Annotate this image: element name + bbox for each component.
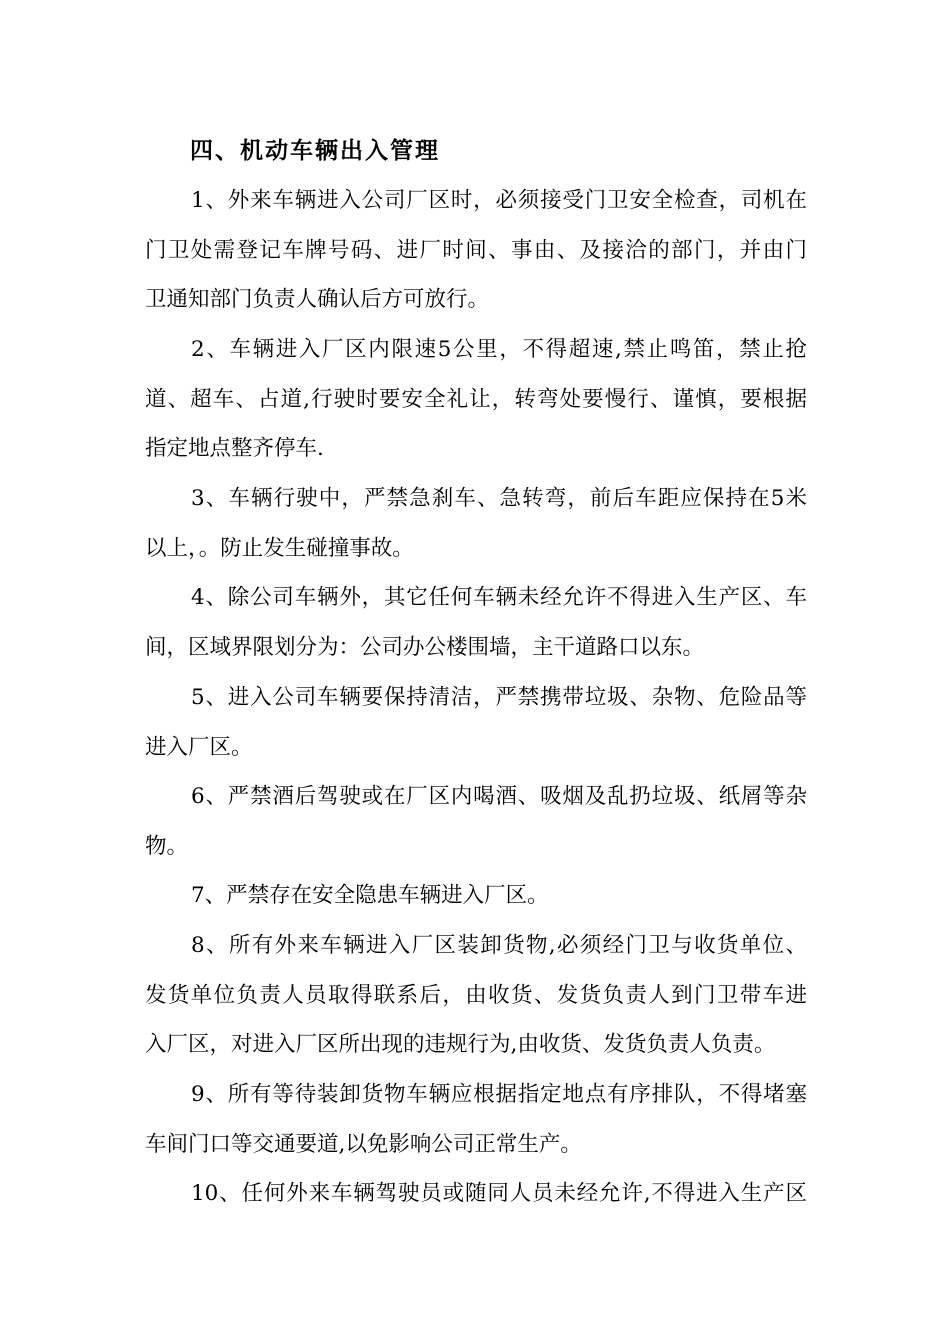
paragraph-line: 8、所有外来车辆进入厂区装卸货物,必须经门卫与收货单位、 [191, 933, 807, 958]
paragraph-line: 物。 [145, 833, 189, 859]
paragraph-line: 6、严禁酒后驾驶或在厂区内喝酒、吸烟及乱扔垃圾、纸屑等杂 [191, 784, 807, 809]
paragraph-line: 3、车辆行驶中，严禁急刹车、急转弯，前后车距应保持在5米 [191, 486, 807, 511]
paragraph-3 [145, 474, 807, 573]
paragraph-line: 卫通知部门负责人确认后方可放行。 [145, 287, 490, 313]
paragraph-line: 门卫处需登记车牌号码、进厂时间、事由、及接洽的部门，并由门 [145, 237, 807, 263]
paragraph-line: 入厂区，对进入厂区所出现的违规行为,由收货、发货负责人负责。 [145, 1032, 776, 1058]
paragraph-line: 7、严禁存在安全隐患车辆进入厂区。 [191, 883, 549, 908]
paragraph-line: 指定地点整齐停车. [145, 436, 324, 462]
paragraph-line: 以上，。防止发生碰撞事故。 [145, 535, 414, 561]
paragraph-line: 1、外来车辆进入公司厂区时，必须接受门卫安全检查，司机在 [191, 188, 807, 213]
section-heading: 四、机动车辆出入管理 [190, 137, 440, 164]
paragraph-line: 4、除公司车辆外，其它任何车辆未经允许不得进入生产区、车 [191, 585, 807, 610]
paragraph-2 [145, 325, 807, 474]
paragraph-line: 车间门口等交通要道,以免影响公司正常生产。 [145, 1131, 582, 1157]
paragraph-4 [145, 573, 807, 672]
paragraph-5 [145, 673, 807, 772]
paragraph-line: 10、任何外来车辆驾驶员或随同人员未经允许,不得进入生产区 [191, 1181, 807, 1206]
paragraph-line: 2、车辆进入厂区内限速5公里，不得超速,禁止鸣笛，禁止抢 [191, 337, 807, 362]
paragraph-8 [145, 921, 807, 1070]
paragraph-1 [145, 176, 807, 325]
paragraph-10 [145, 1169, 807, 1219]
paragraph-line: 进入厂区。 [145, 734, 253, 760]
paragraph-line: 道、超车、占道,行驶时要安全礼让，转弯处要慢行、谨慎，要根据 [145, 386, 807, 412]
paragraph-6 [145, 772, 807, 871]
paragraph-line: 5、进入公司车辆要保持清洁，严禁携带垃圾、杂物、危险品等 [191, 685, 807, 710]
paragraph-line: 发货单位负责人员取得联系后，由收货、发货负责人到门卫带车进 [145, 982, 807, 1008]
paragraph-9 [145, 1070, 807, 1169]
paragraph-line: 9、所有等待装卸货物车辆应根据指定地点有序排队，不得堵塞 [191, 1082, 807, 1107]
paragraph-line: 间，区域界限划分为：公司办公楼围墙，主干道路口以东。 [145, 634, 705, 660]
paragraph-7 [145, 871, 807, 921]
